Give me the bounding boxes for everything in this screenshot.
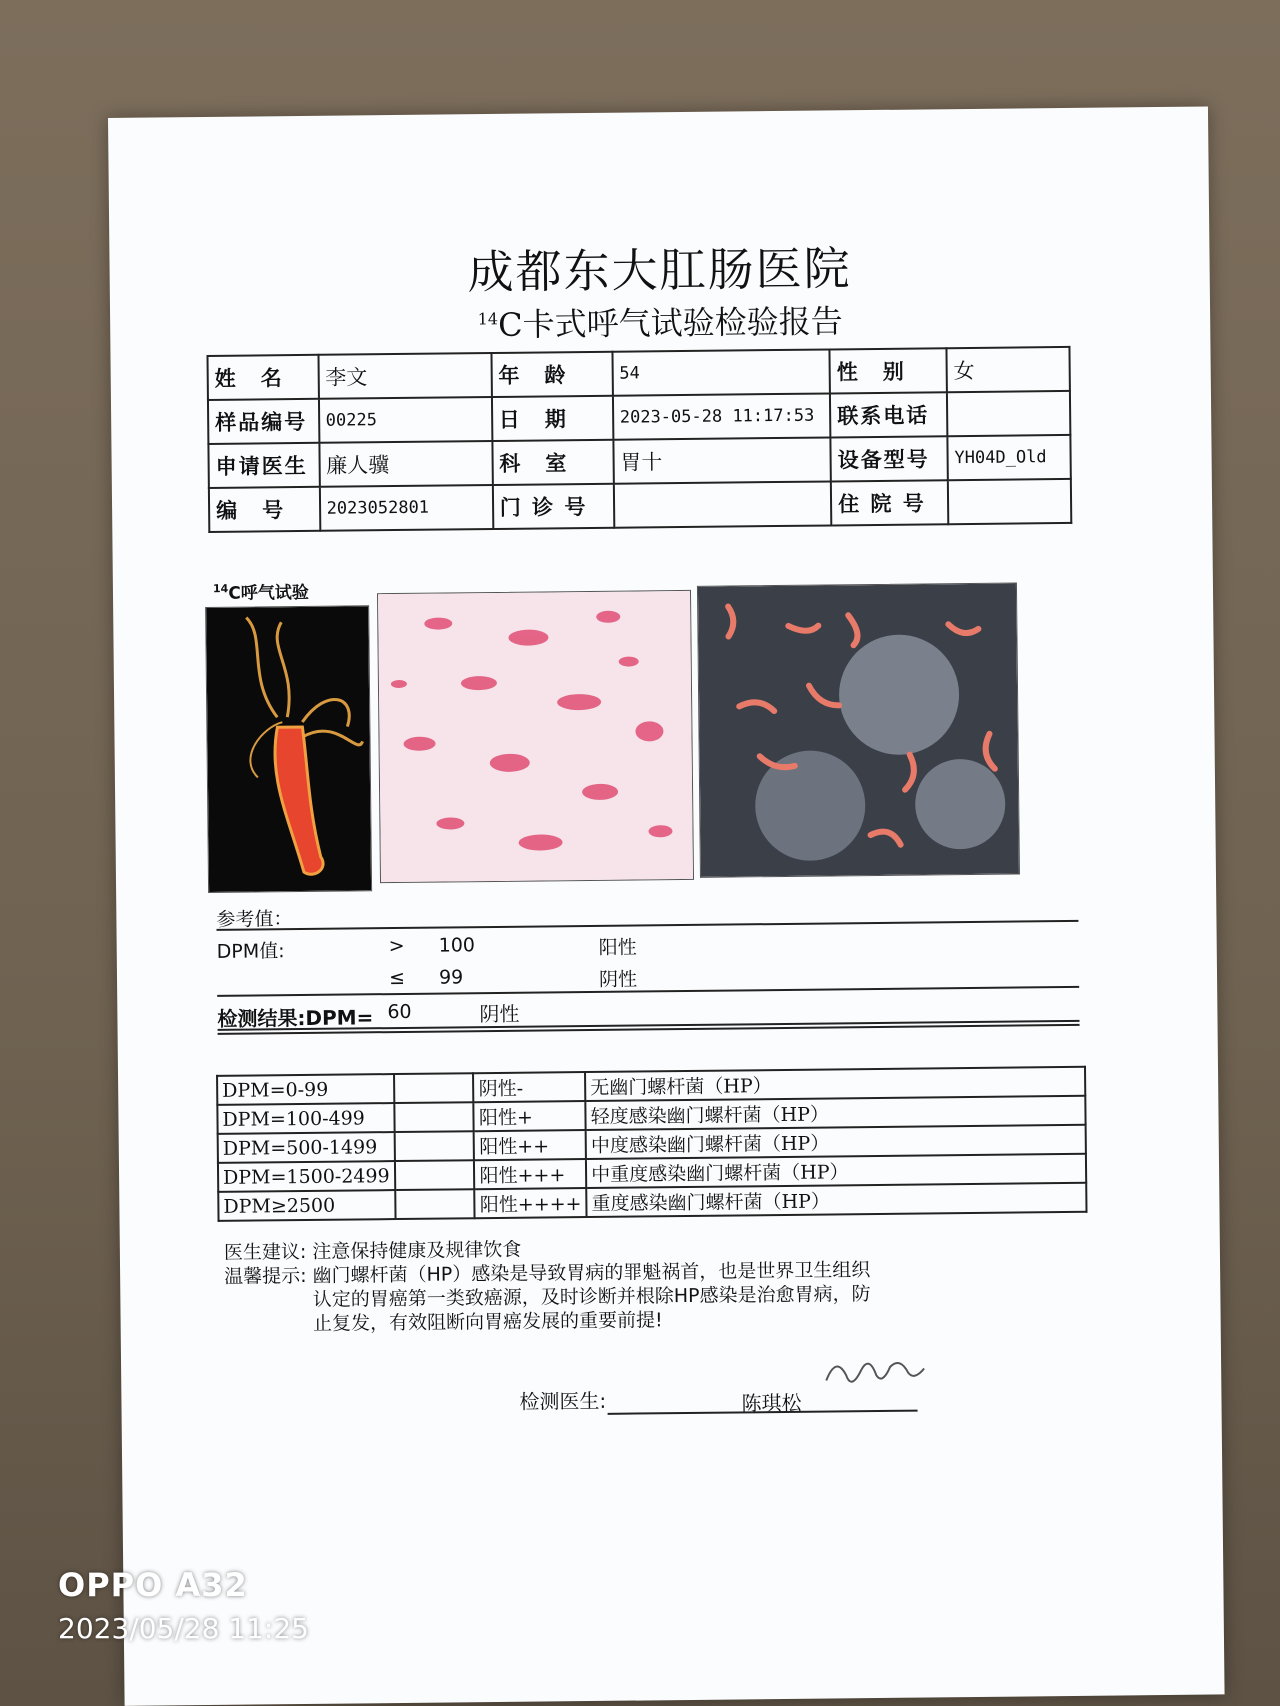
number-value: 2023052801	[319, 485, 493, 531]
ref-op-2: ≤	[388, 966, 406, 990]
report-paper	[108, 106, 1225, 1705]
sample-value: 00225	[318, 397, 492, 443]
range-level: 阳性++++	[475, 1188, 587, 1218]
range-label: DPM≥2500	[218, 1190, 395, 1221]
section-title	[213, 578, 309, 604]
hospital-title: 成都东大肛肠医院	[467, 241, 852, 300]
tip-line: 止复发，有效阻断向胃癌发展的重要前提!	[312, 1309, 663, 1335]
ref-result-2: 阴性	[598, 968, 638, 991]
dept-value: 胃十	[613, 437, 831, 483]
camera-timestamp: 2023/05/28 11:25	[58, 1612, 309, 1645]
result-label: 检测结果:DPM=	[217, 1005, 374, 1031]
ref-value-2: 99	[438, 966, 464, 989]
range-label: DPM=1500-2499	[218, 1161, 395, 1192]
range-desc: 无幽门螺杆菌（HP）	[585, 1067, 1085, 1101]
name-label: 姓 名	[207, 355, 318, 400]
range-label: DPM=100-499	[217, 1103, 394, 1134]
dept-label: 科 室	[492, 440, 613, 485]
bacterium-image	[205, 605, 372, 893]
signature-label: 检测医生:	[519, 1388, 607, 1414]
camera-model: OPPO A32	[58, 1566, 248, 1604]
device-label: 设备型号	[830, 436, 947, 481]
number-label: 编 号	[209, 487, 320, 532]
section-title-text: C呼气试验	[228, 582, 309, 604]
clinic-value	[614, 481, 832, 527]
range-label: DPM=500-1499	[218, 1132, 395, 1163]
doctor-value: 廉人骥	[319, 441, 493, 487]
date-label: 日 期	[492, 396, 613, 441]
inpatient-label: 住 院 号	[831, 480, 948, 525]
result-text: 阴性	[479, 1001, 520, 1027]
tip-label: 温馨提示:	[224, 1264, 307, 1288]
range-desc: 中度感染幽门螺杆菌（HP）	[586, 1125, 1086, 1159]
range-desc: 轻度感染幽门螺杆菌（HP）	[585, 1096, 1085, 1130]
reference-top-rule	[216, 920, 1078, 931]
stain-image	[377, 590, 694, 883]
tip-line: 幽门螺杆菌（HP）感染是导致胃病的罪魁祸首，也是世界卫生组织	[312, 1259, 871, 1287]
patient-info-table	[206, 346, 1072, 533]
device-value: YH04D_Old	[947, 435, 1071, 480]
doctor-label: 申请医生	[208, 443, 319, 488]
advice-section	[224, 1234, 925, 1337]
reference-title: 参考值：	[216, 908, 293, 931]
inpatient-value	[948, 479, 1072, 524]
range-desc: 中重度感染幽门螺杆菌（HP）	[586, 1154, 1086, 1188]
phone-label: 联系电话	[830, 392, 947, 437]
range-level: 阳性++	[474, 1130, 586, 1160]
ref-value-1: 100	[438, 934, 476, 957]
ref-op-1: >	[388, 934, 405, 958]
dpm-label: DPM值:	[216, 940, 285, 963]
range-desc: 重度感染幽门螺杆菌（HP）	[586, 1183, 1086, 1217]
reference-bottom-rule	[217, 986, 1079, 997]
section-superscript: 14	[212, 582, 229, 596]
age-label: 年 龄	[491, 352, 612, 397]
tip-line: 认定的胃癌第一类致癌源，及时诊断并根除HP感染是治愈胃病，防	[312, 1283, 871, 1311]
clinic-label: 门 诊 号	[493, 484, 614, 529]
name-value: 李文	[318, 353, 492, 399]
ref-result-1: 阳性	[598, 936, 637, 959]
sex-value: 女	[946, 347, 1070, 392]
phone-value	[947, 391, 1071, 436]
report-title-text: C卡式呼气试验检验报告	[497, 302, 843, 344]
sample-label: 样品编号	[208, 399, 319, 444]
range-label: DPM=0-99	[217, 1074, 394, 1105]
range-level: 阴性-	[473, 1072, 585, 1102]
dpm-range-table	[216, 1066, 1087, 1222]
result-value: 60	[387, 1000, 412, 1024]
handwritten-signature	[821, 1349, 932, 1400]
range-level: 阳性+++	[474, 1159, 586, 1189]
reference-section	[216, 896, 1078, 1031]
age-value: 54	[612, 349, 830, 395]
advice-label: 医生建议:	[223, 1240, 307, 1264]
isotope-superscript: 14	[477, 309, 499, 329]
signature-name: 陈琪松	[741, 1390, 802, 1416]
advice-text: 注意保持健康及规律饮食	[312, 1238, 522, 1263]
date-value: 2023-05-28 11:17:53	[613, 393, 831, 439]
micrograph-image	[697, 583, 1020, 878]
range-level: 阳性+	[474, 1101, 586, 1131]
sex-label: 性 别	[830, 348, 947, 393]
